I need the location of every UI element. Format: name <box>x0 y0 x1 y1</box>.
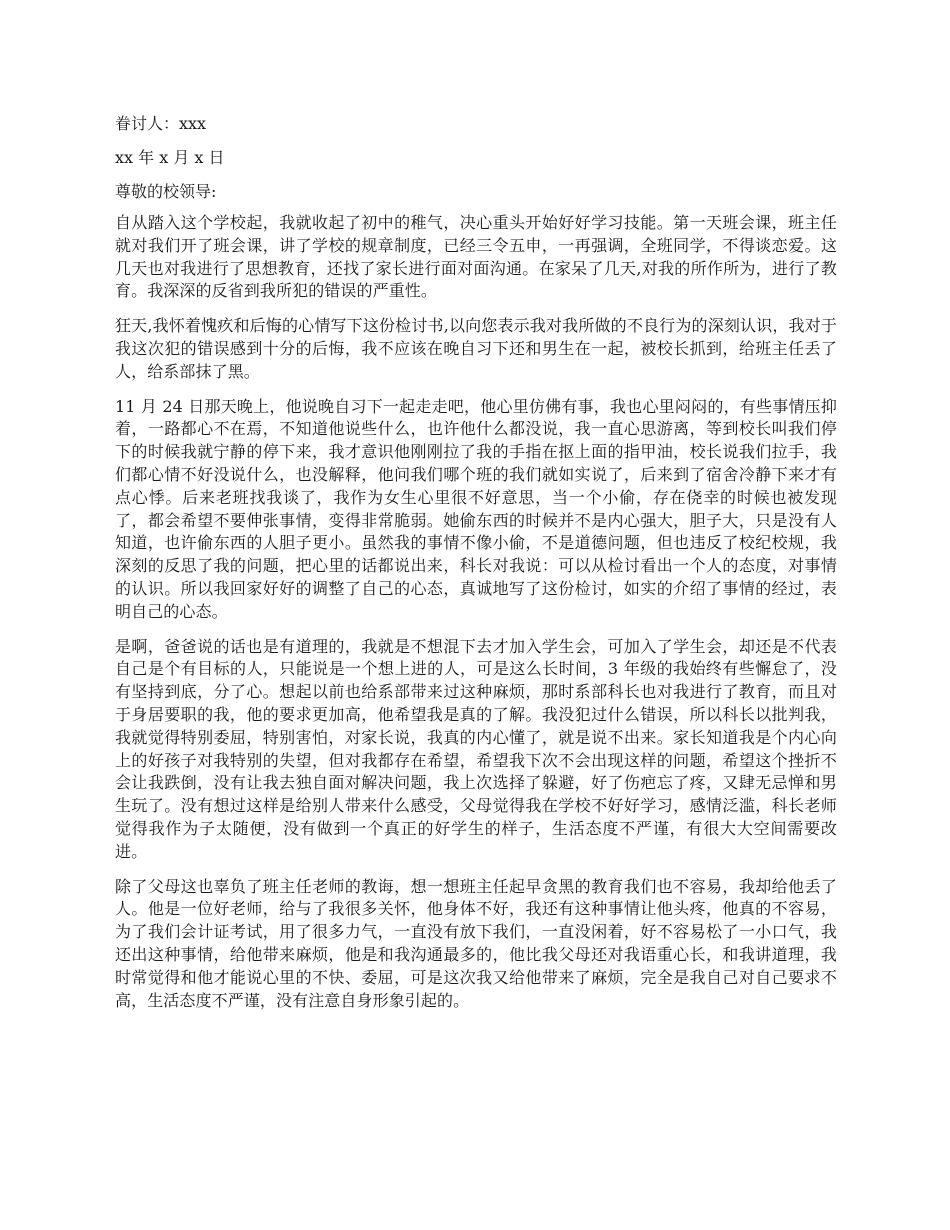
author-line: 眷讨人：xxx <box>115 114 207 133</box>
paragraph-1: 自从踏入这个学校起，我就收起了初中的稚气，决心重头开始好好学习技能。第一天班会课，班主任就对我们开了班会课，讲了学校的规章制度，已经三令五申，一再强调，全班同学，不得谈恋爱。这几天也对我进行了思想教育，还找了家长进行面对面沟通。在家呆了几天,对我的所作所为，进行了教育。我深深的反省到我所犯的错误的严重性。 <box>115 213 837 301</box>
date-line: xx 年 x 月 x 日 <box>115 148 225 167</box>
document-page <box>115 112 837 1024</box>
paragraph-2: 狂天,我怀着愧疚和后悔的心情写下这份检讨书,以向您表示我对我所做的不良行为的深刻认识，我对于我这次犯的错误感到十分的后悔，我不应该在晚自习下还和男生在一起，被校长抓到，给班主任丢了人，给系部抹了黑。 <box>115 316 837 381</box>
greeting: 尊敬的校领导: <box>115 182 217 201</box>
paragraph-5: 除了父母这也辜负了班主任老师的教诲，想一想班主任起早贪黑的教育我们也不容易，我却给他丢了人。他是一位好老师，给与了我很多关怀，他身体不好，我还有这种事情让他头疼，他真的不容易，为了我们会计证考试，用了很多力气，一直没有放下我们，一直没闲着，好不容易松了一小口气，我还出这种事情，给他带来麻烦，他是和我沟通最多的，他比我父母还对我语重心长，和我讲道理，我时常觉得和他才能说心里的不快、委屈，可是这次我又给他带来了麻烦，完全是我自己对自己要求不高，生活态度不严谨，没有注意自身形象引起的。 <box>115 876 837 1010</box>
paragraph-4: 是啊，爸爸说的话也是有道理的，我就是不想混下去才加入学生会，可加入了学生会，却还是不代表自己是个有目标的人，只能说是一个想上进的人，可是这么长时间，3 年级的我始终有些懈怠了，没有坚持到底，分了心。想起以前也给系部带来过这种麻烦，那时系部科长也对我进行了教育，而且对于身居要职的我，他的要求更加高，他希望我是真的了解。我没犯过什么错误，所以科长以批判我，我就觉得特别委屈，特别害怕，对家长说，我真的内心懂了，就是说不出来。家长知道我是个内心向上的好孩子对我特别的失望，但对我都存在希望，希望我下次不会出现这样的问题，希望这个挫折不会让我跌倒，没有让我去独自面对解决问题，我上次选择了躲避，好了伤疤忘了疼，又肆无忌惮和男生玩了。没有想过这样是给别人带来什么感受，父母觉得我在学校不好好学习，感情泛滥，科长老师觉得我作为子太随便，没有做到一个真正的好学生的样子，生活态度不严谨，有很大大空间需要改进。 <box>115 636 837 861</box>
paragraph-3: 11 月 24 日那天晚上，他说晚自习下一起走走吧，他心里仿佛有事，我也心里闷闷的，有些事情压抑着，一路都心不在焉，不知道他说些什么，也许他什么都没说，我一直心思游离，等到校长叫我们停下的时候我就宁静的停下来，我才意识他刚刚拉了我的手指在抠上面的指甲油，校长说我们拉手，我们都心情不好没说什么，也没解释，他问我们哪个班的我们就如实说了，后来到了宿舍冷静下来才有点心悸。后来老班找我谈了，我作为女生心里很不好意思，当一个小偷，存在侥幸的时候也被发现了，都会希望不要伸张事情，变得非常脆弱。她偷东西的时候并不是内心强大，胆子大，只是没有人知道，也许偷东西的人胆子更小。虽然我的事情不像小偷，不是道德问题，但也违反了校纪校规，我深刻的反思了我的问题，把心里的话都说出来，科长对我说：可以从检讨看出一个人的态度，对事情的认识。所以我回家好好的调整了自己的心态，真诚地写了这份检讨，如实的介绍了事情的经过，表明自己的心态。 <box>115 396 837 621</box>
